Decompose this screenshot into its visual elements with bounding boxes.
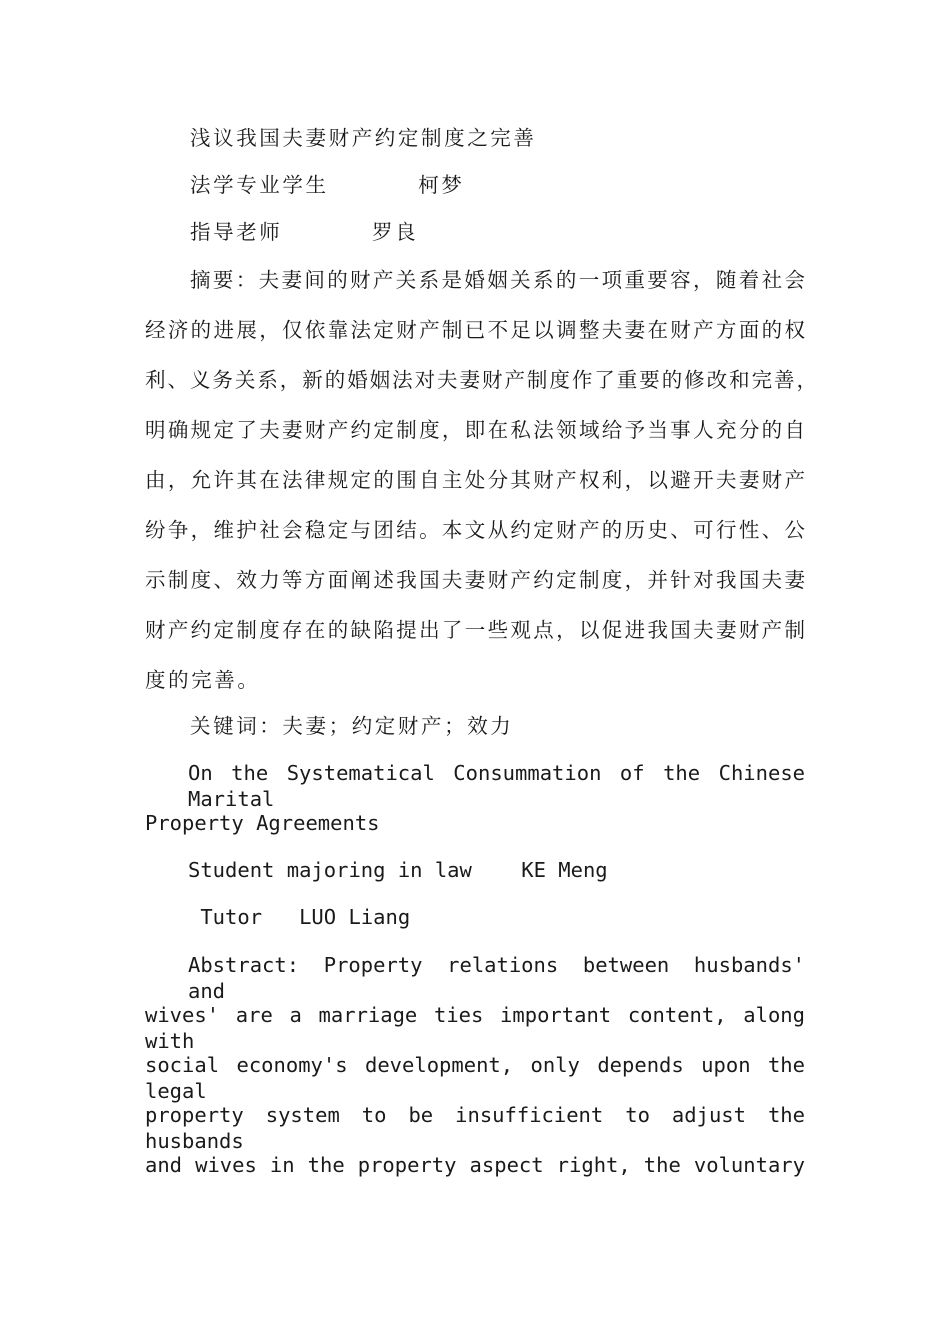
chinese-keywords: 关键词：夫妻；约定财产；效力 <box>190 714 514 738</box>
english-title-line: Property Agreements <box>145 811 380 835</box>
chinese-abstract-line: 示制度、效力等方面阐述我国夫妻财产约定制度，并针对我国夫妻 <box>145 568 805 592</box>
chinese-abstract-line: 财产约定制度存在的缺陷提出了一些观点，以促进我国夫妻财产制 <box>145 618 805 642</box>
english-tutor-line: Tutor LUO Liang <box>188 905 411 929</box>
english-student-line: Student majoring in law KE Meng <box>188 858 608 882</box>
chinese-tutor-line: 指导老师 罗良 <box>190 220 419 244</box>
chinese-abstract-line: 摘要：夫妻间的财产关系是婚姻关系的一项重要容，随着社会 <box>190 268 805 292</box>
chinese-abstract-line: 经济的进展，仅依靠法定财产制已不足以调整夫妻在财产方面的权 <box>145 318 805 342</box>
english-abstract-line: social economy's development, only depends upon the legal <box>145 1053 805 1103</box>
chinese-title: 浅议我国夫妻财产约定制度之完善 <box>190 126 537 150</box>
chinese-abstract-line: 纷争，维护社会稳定与团结。本文从约定财产的历史、可行性、公 <box>145 518 805 542</box>
english-title-line: On the Systematical Consummation of the Chinese Marital <box>188 761 805 811</box>
chinese-abstract-line: 度的完善。 <box>145 668 261 692</box>
chinese-abstract-line: 利、义务关系，新的婚姻法对夫妻财产制度作了重要的修改和完善， <box>145 368 817 392</box>
english-abstract-line: wives' are a marriage ties important content, along with <box>145 1003 805 1053</box>
chinese-abstract-line: 由，允许其在法律规定的围自主处分其财产权利，以避开夫妻财产 <box>145 468 805 492</box>
english-abstract-line: property system to be insufficient to adjust the husbands <box>145 1103 805 1153</box>
chinese-student-line: 法学专业学生 柯梦 <box>190 173 465 197</box>
chinese-abstract-line: 明确规定了夫妻财产约定制度，即在私法领域给予当事人充分的自 <box>145 418 805 442</box>
english-abstract-line: and wives in the property aspect right, the voluntary <box>145 1153 805 1177</box>
english-abstract-line: Abstract: Property relations between husbands' and <box>188 953 805 1003</box>
